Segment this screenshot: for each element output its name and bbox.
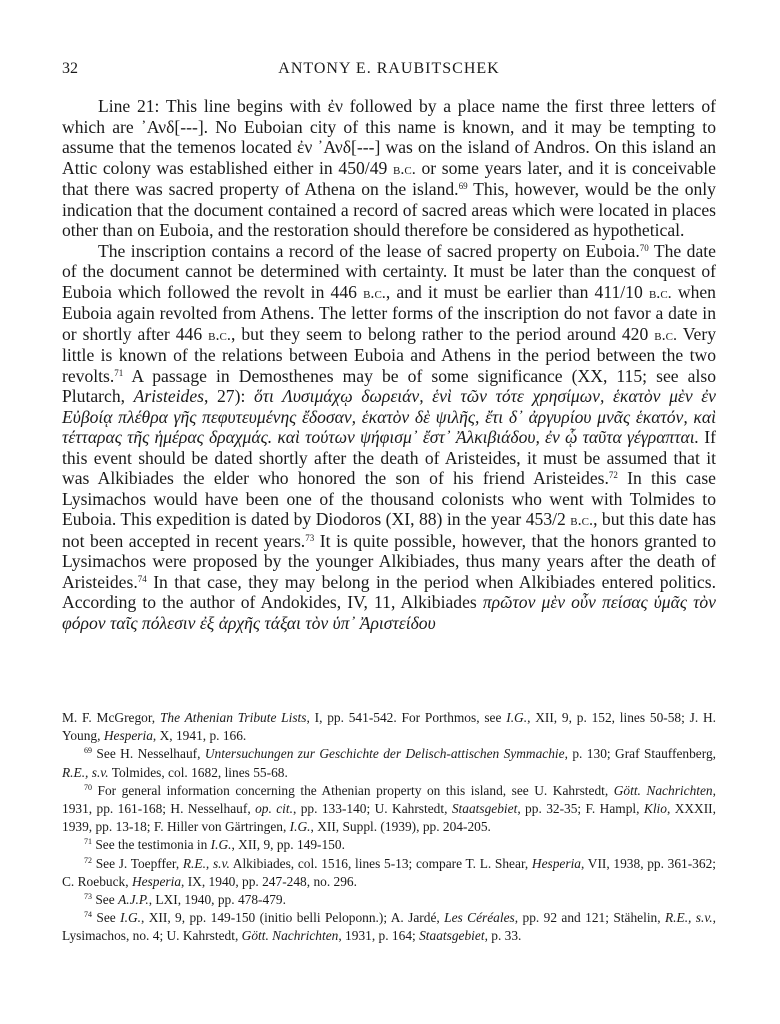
- paragraph-line-21: Line 21: This line begins with ἐν followed by a place name the first three letters of which are ᾽Ανδ[‑‑‑]. No Euboian city of this name is known, and it may be tempting to assume that the temenos located ἐν ᾽Ανδ[‑‑‑] was on the island of Andros. On this island an Attic colony was established either in 450/49 b.c. or some years later, and it is conceivable that there was sacred property of Athena on the island.$^{69}$ This, however, would be the only indication that the document contained a record of sacred areas which were located in places other than on Euboia, and the restoration should therefore be considered as hypothetical.: [62, 96, 716, 240]
- footnote-ref-69[interactable]: 69: [458, 181, 468, 191]
- paragraph-inscription: The inscription contains a record of the lease of sacred property on Euboia.$^{70}$ The date of the document cannot be determined with certainty. It must be later than the conquest of Euboia which followed the revolt in 446 b.c., and it must be earlier than 411/10 b.c. when Euboia again revolted from Athens. The letter forms of the inscription do not favor a date in or shortly after 446 b.c., but they seem to belong rather to the period around 420 b.c. Very little is known of the relations between Euboia and Athens in the period between the two revolts.$^{71}$ A passage in Demosthenes may be of some significance (XX, 115; see also Plutarch, Aristeides, 27): ὅτι Λυσιμάχῳ δωρειάν, ἑνὶ τῶν τότε χρησίμων, ἑκατὸν μὲν ἐν Εὐβοίᾳ πλέθρα γῆς πεφυτευμένης ἔδοσαν, ἑκατὸν δὲ ψιλῆς, ἔτι δ᾽ ἀργυρίου μνᾶς ἑκατόν, καὶ τέτταρας τῆς ἡμέρας δραχμάς. καὶ τούτων ψήφισμ᾽ ἔστ᾽ Ἀλκιβιάδου, ἐν ᾧ ταῦτα γέγραπται. If this event should be dated shortly after the death of Aristeides, it must be assumed that it was Alkibiades the elder who honored the son of his friend Aristeides.$^{72}$ In this case Lysimachos would have been one of the thousand colonists who went with Tolmides to Euboia. This expedition is dated by Diodoros (XI, 88) in the year 453/2 b.c., but this date has not been accepted in recent years.$^{73}$ It is quite possible, however, that the honors granted to Lysimachos were proposed by the younger Alkibiades, thus many years after the death of Aristeides.$^{74}$ In that case, they may belong in the period when Alkibiades entered politics. According to the author of Andokides, IV, 11, Alkibiades πρῶτον μὲν οὖν πείσας ὑμᾶς τὸν φόρον ταῖς πόλεσιν ἐξ ἀρχῆς τάξαι τὸν ὑπ᾽ Ἀριστείδου: [62, 240, 717, 633]
- footnote-ref-71[interactable]: 71: [114, 367, 124, 378]
- footnote-73: $^{73}$ See A.J.P., LXI, 1940, pp. 478-479.: [84, 892, 286, 908]
- footnote-69: $^{69}$ See H. Nesselhauf, Untersuchungen zur Geschichte der Delisch-attischen Symmachie, p. 130; Graf Stauffenberg, R.E., s.v. Tolmides, col. 1682, lines 55-68.: [62, 746, 716, 780]
- footnote-continued: M. F. McGregor, The Athenian Tribute Lists, I, pp. 541-542. For Porthmos, see I.G., XII, 9, p. 152, lines 50-58; J. H. Young, Hesperia, X, 1941, p. 166.: [62, 710, 716, 744]
- footnote-74: $^{74}$ See I.G., XII, 9, pp. 149-150 (initio belli Peloponn.); A. Jardé, Les Céréales, pp. 92 and 121; Stähelin, R.E., s.v., Lysimachos, no. 4; U. Kahrstedt, Gött. Nachrichten, 1931, p. 164; Staatsgebiet, p. 33.: [62, 910, 717, 944]
- footnote-ref-73[interactable]: 73: [305, 532, 315, 543]
- footnote-71: $^{71}$ See the testimonia in I.G., XII, 9, pp. 149-150.: [84, 837, 345, 853]
- page-header: [62, 60, 716, 82]
- footnote-ref-74[interactable]: 74: [137, 573, 147, 584]
- running-title: ANTONY E. RAUBITSCHEK: [278, 60, 500, 77]
- footnote-ref-70[interactable]: 70: [639, 242, 649, 253]
- main-text: [62, 96, 716, 633]
- greek-quotation-andokides: πρῶτον μὲν οὖν πείσας ὑμᾶς τὸν φόρον ταῖς πόλεσιν ἐξ ἀρχῆς τάξαι τὸν ὑπ᾽ Ἀριστείδου: [62, 592, 716, 633]
- greek-quotation: ὅτι Λυσιμάχῳ δωρειάν, ἑνὶ τῶν τότε χρησίμων, ἑκατὸν μὲν ἐν Εὐβοίᾳ πλέθρα γῆς πεφυτευμένης ἔδοσαν, ἑκατὸν δὲ ψιλῆς, ἔτι δ᾽ ἀργυρίου μνᾶς ἑκατόν, καὶ τέτταρας τῆς ἡμέρας δραχμάς. καὶ τούτων ψήφισμ᾽ ἔστ᾽ Ἀλκιβιάδου, ἐν ᾧ ταῦτα γέγραπται.: [62, 386, 716, 447]
- footnote-70: $^{70}$ For general information concerning the Athenian property on this island, see U. Kahrstedt, Gött. Nachrichten, 1931, pp. 161-168; H. Nesselhauf, op. cit., pp. 133-140; U. Kahrstedt, Staatsgebiet, pp. 32-35; F. Hampl, Klio, XXXII, 1939, pp. 13-18; F. Hiller von Gärtringen, I.G., XII, Suppl. (1939), pp. 204-205.: [62, 782, 716, 835]
- footnote-72: $^{72}$ See J. Toepffer, R.E., s.v. Alkibiades, col. 1516, lines 5-13; compare T. L. Shear, Hesperia, VII, 1938, pp. 361-362; C. Roebuck, Hesperia, IX, 1940, pp. 247-248, no. 296.: [62, 855, 716, 889]
- footnote-ref-72[interactable]: 72: [608, 470, 618, 480]
- page-number: 32: [62, 60, 78, 77]
- footnotes: [62, 709, 716, 946]
